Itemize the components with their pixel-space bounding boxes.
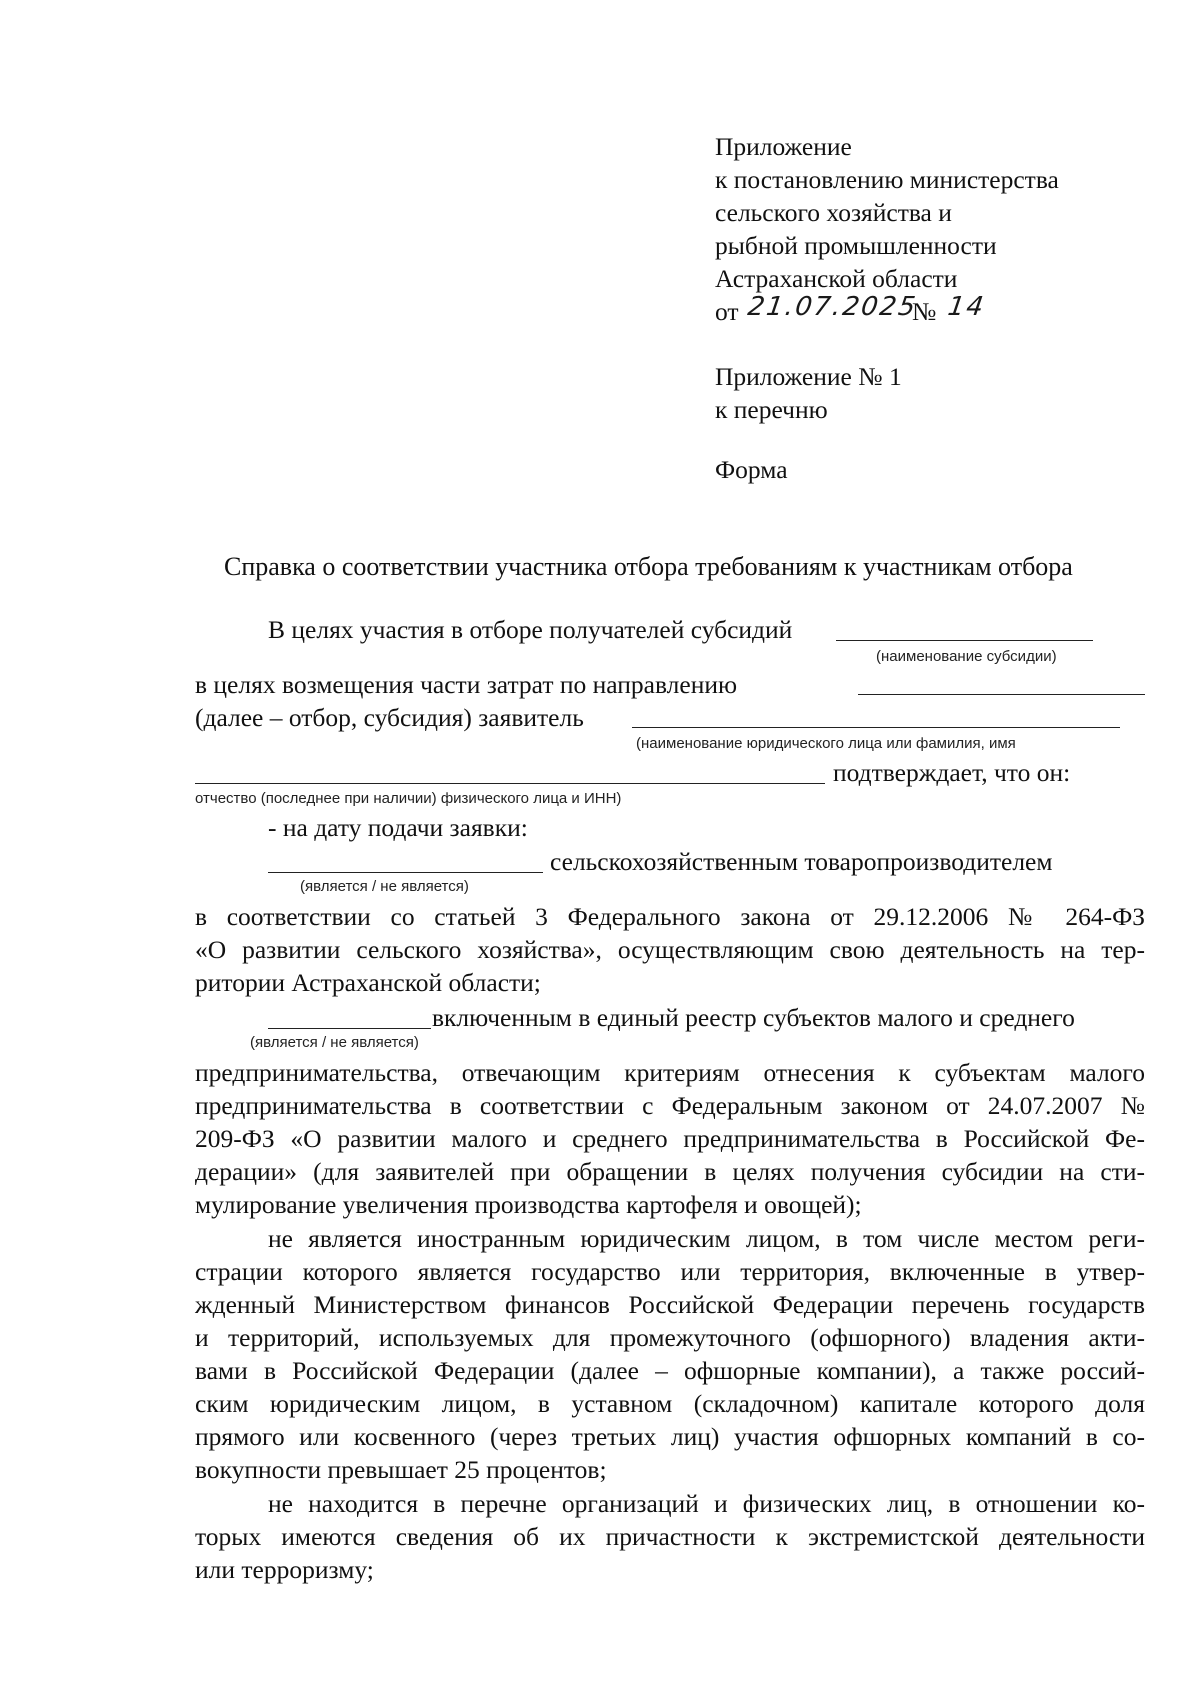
applicant-name-blank bbox=[632, 727, 1120, 728]
para-sme-registry: включенным в единый реестр субъектов малого и среднего bbox=[432, 1003, 1075, 1032]
body-line-12: предпринимательства в соответствии с Федеральным законом от 24.07.2007 № bbox=[195, 1091, 1145, 1120]
body-line-19: и территорий, используемых для промежуточного (офшорного) владения акти- bbox=[195, 1323, 1145, 1352]
body-line-22: прямого или косвенного (через третьих лиц) участия офшорных компаний в со- bbox=[195, 1422, 1145, 1451]
form-label: Форма bbox=[715, 455, 788, 484]
para-cost-direction: в целях возмещения части затрат по направлению bbox=[195, 670, 738, 699]
caption-applicant-inn: отчество (последнее при наличии) физического лица и ИНН) bbox=[195, 790, 622, 807]
caption-is-sme: (является / не является) bbox=[250, 1034, 419, 1051]
appendix-1-label: Приложение № 1 bbox=[715, 362, 902, 391]
appendix-line-4: рыбной промышленности bbox=[715, 231, 997, 260]
caption-applicant-name: (наименование юридического лица или фамилия, имя bbox=[636, 735, 1016, 752]
decree-date-number bbox=[715, 297, 739, 327]
appendix-line-5: Астраханской области bbox=[715, 264, 958, 293]
para-selection-purpose: В целях участия в отборе получателей субсидий bbox=[268, 615, 793, 644]
handwritten-number: 14 bbox=[945, 292, 988, 322]
body-line-8: «О развитии сельского хозяйства», осуществляющим свою деятельность на тер- bbox=[195, 935, 1145, 964]
body-line-7: в соответствии со статьей 3 Федерального закона от 29.12.2006 № 264-ФЗ bbox=[195, 902, 1145, 931]
producer-status-blank bbox=[268, 872, 543, 873]
body-line-15: мулирование увеличения производства картофеля и овощей); bbox=[195, 1190, 862, 1219]
sme-status-blank bbox=[268, 1028, 431, 1029]
body-line-24: не находится в перечне организаций и физических лиц, в отношении ко- bbox=[268, 1489, 1145, 1518]
to-list-label: к перечню bbox=[715, 395, 828, 424]
body-line-20: вами в Российской Федерации (далее – офшорные компании), а также россий- bbox=[195, 1356, 1145, 1385]
subsidy-name-blank bbox=[836, 640, 1093, 641]
body-line-13: 209-ФЗ «О развитии малого и среднего предпринимательства в Российской Фе- bbox=[195, 1124, 1145, 1153]
body-line-26: или терроризму; bbox=[195, 1555, 374, 1584]
appendix-label: Приложение bbox=[715, 132, 852, 161]
appendix-line-3: сельского хозяйства и bbox=[715, 198, 952, 227]
number-sign: № bbox=[912, 297, 937, 326]
body-line-9: ритории Астраханской области; bbox=[195, 968, 541, 997]
handwritten-date: 21.07.2025 bbox=[745, 292, 919, 322]
direction-blank bbox=[858, 694, 1145, 695]
body-line-16: не является иностранным юридическим лицом, в том числе местом реги- bbox=[268, 1224, 1145, 1253]
caption-is-producer: (является / не является) bbox=[300, 878, 469, 895]
date-prefix: от bbox=[715, 297, 739, 326]
appendix-line-2: к постановлению министерства bbox=[715, 165, 1059, 194]
body-line-25: торых имеются сведения об их причастности к экстремистской деятельности bbox=[195, 1522, 1145, 1551]
document-title: Справка о соответствии участника отбора требованиям к участникам отбора bbox=[224, 552, 1073, 581]
caption-subsidy-name: (наименование субсидии) bbox=[876, 648, 1057, 665]
body-line-23: вокупности превышает 25 процентов; bbox=[195, 1455, 607, 1484]
body-line-21: ским юридическим лицом, в уставном (складочном) капитале которого доля bbox=[195, 1389, 1145, 1418]
body-line-11: предпринимательства, отвечающим критериям отнесения к субъектам малого bbox=[195, 1058, 1145, 1087]
body-line-18: жденный Министерством финансов Российской Федерации перечень государств bbox=[195, 1290, 1145, 1319]
body-line-14: дерации» (для заявителей при обращении в целях получения субсидии на сти- bbox=[195, 1157, 1145, 1186]
body-line-17: страции которого является государство или территория, включенные в утвер- bbox=[195, 1257, 1145, 1286]
para-confirms: подтверждает, что он: bbox=[833, 758, 1071, 787]
applicant-inn-blank bbox=[195, 783, 825, 784]
para-producer: сельскохозяйственным товаропроизводителем bbox=[550, 847, 1053, 876]
para-application-date: - на дату подачи заявки: bbox=[268, 813, 528, 842]
para-applicant: (далее – отбор, субсидия) заявитель bbox=[195, 703, 584, 732]
